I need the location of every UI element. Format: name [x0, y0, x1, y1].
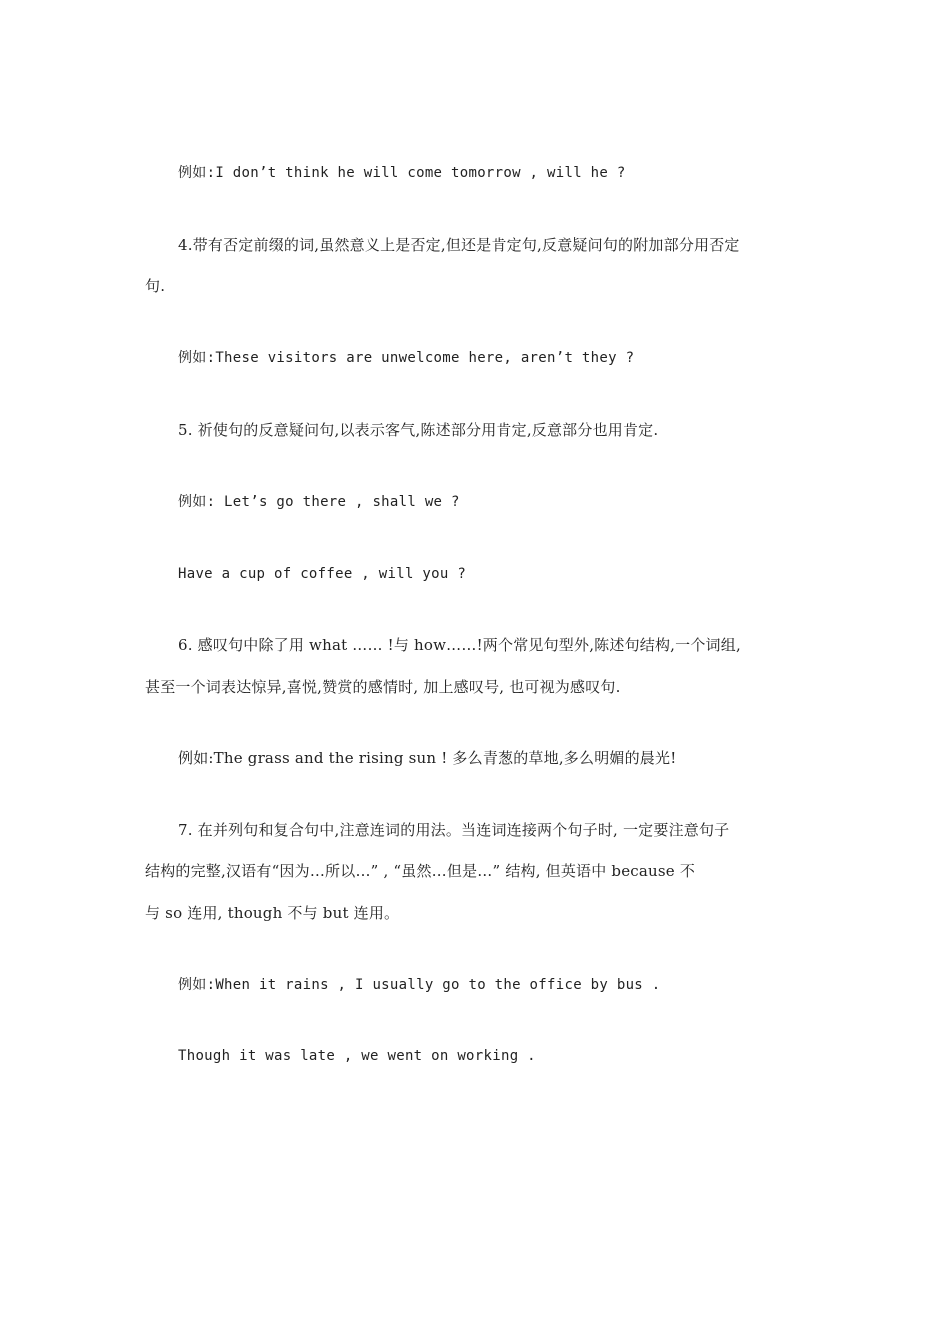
rule-4-line-2: 句.	[145, 277, 166, 295]
example-sentence-7a: 例如:When it rains , I usually go to the office by bus .	[178, 977, 661, 993]
rule-7-line-1: 7. 在并列句和复合句中,注意连词的用法。当连词连接两个句子时, 一定要注意句子	[178, 821, 730, 839]
rule-7-line-3: 与 so 连用, though 不与 but 连用。	[145, 904, 400, 922]
rule-4-line-1: 4.带有否定前缀的词,虽然意义上是否定,但还是肯定句,反意疑问句的附加部分用否定	[178, 236, 740, 254]
example-sentence-7b: Though it was late , we went on working .	[178, 1048, 536, 1064]
rule-6-line-2: 甚至一个词表达惊异,喜悦,赞赏的感情时, 加上感叹号, 也可视为感叹句.	[145, 678, 621, 696]
rule-7-line-2: 结构的完整,汉语有“因为…所以…” , “虽然…但是…” 结构, 但英语中 because 不	[145, 862, 696, 880]
rule-5: 5. 祈使句的反意疑问句,以表示客气,陈述部分用肯定,反意部分也用肯定.	[178, 421, 659, 439]
example-sentence-3: 例如:I don’t think he will come tomorrow , will he ?	[178, 165, 626, 181]
example-sentence-6: 例如:The grass and the rising sun ! 多么青葱的草地,多么明媚的晨光!	[178, 749, 677, 767]
example-sentence-5a: 例如: Let’s go there , shall we ?	[178, 494, 460, 510]
example-sentence-5b: Have a cup of coffee , will you ?	[178, 566, 467, 582]
rule-6-line-1: 6. 感叹句中除了用 what …… !与 how……!两个常见句型外,陈述句结构,一个词组,	[178, 636, 741, 654]
example-sentence-4: 例如:These visitors are unwelcome here, aren’t they ?	[178, 350, 635, 366]
